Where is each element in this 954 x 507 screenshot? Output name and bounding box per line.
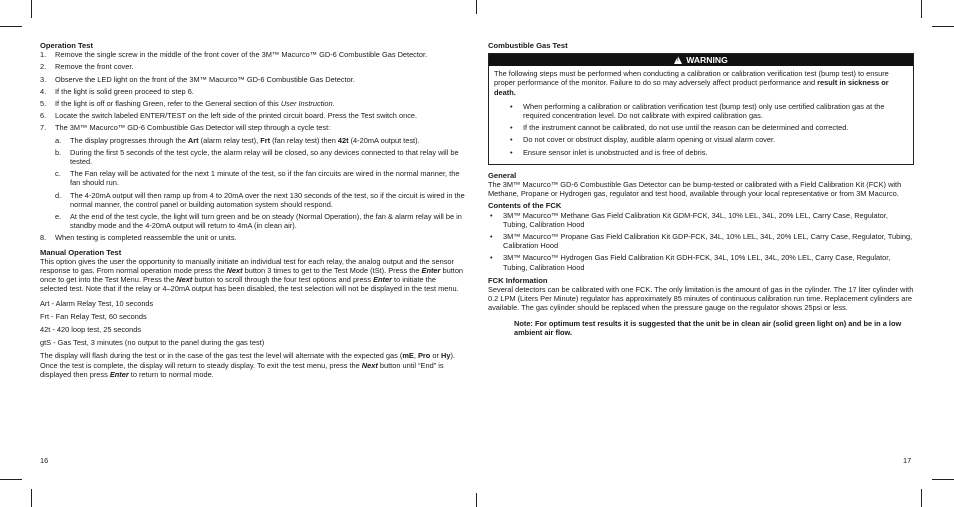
list-item: 8. When testing is completed reassemble the unit or units. (40, 233, 237, 243)
crop-mark (0, 26, 22, 27)
list-item: • Do not cover or obstruct display, audible alarm opening or visual alarm cover. (510, 135, 776, 145)
list-item: • 3M™ Macurco™ Methane Gas Field Calibration Kit GDM-FCK, 34L, 10% LEL, 34L, 20% LEL, Carry Case, Regulator, Tubing, Calibration Hood (490, 210, 888, 229)
page-number-right: 17 (903, 456, 912, 465)
warning-header: !WARNING (489, 54, 913, 66)
list-item: d. The 4-20mA output will then ramp up from 4 to 20mA over the next 130 seconds of the test, so if the circuit is wired in the normal manner, the control panel or building automation system should respond. (55, 190, 465, 209)
list-item: 1. Remove the single screw in the middle of the front cover of the 3M™ Macurco™ GD-6 Combustible Gas Detector. (40, 50, 428, 60)
right-page (488, 41, 914, 340)
list-item: 5. If the light is off or flashing Green, refer to the General section of this User Instruction. (40, 99, 335, 109)
list-item: 4. If the light is solid green proceed to step 6. (40, 86, 194, 96)
list-item: 42t - 420 loop test, 25 seconds (40, 325, 142, 335)
list-item: e. At the end of the test cycle, the light will turn green and be on steady (Normal Operation), the fan & alarm relay will be in standby mode and the 4-20mA output will return to 4mA (in clean air). (55, 212, 462, 231)
crop-mark (0, 479, 22, 480)
warning-intro: The following steps must be performed when conducting a calibration or calibration verification test (bump test) to ensure proper performance of the monitor. Failure to do so may adversely affect product performance and result in sickness or death. (494, 69, 889, 97)
cycle-test-sublist (55, 136, 465, 231)
list-item: • When performing a calibration or calibration verification test (bump test) only use certified calibration gas at the required concentration level. Do not calibrate with expired calibration gas. (510, 101, 885, 121)
fck-information-heading: FCK Information (488, 275, 548, 285)
contents-list (488, 211, 914, 272)
crop-mark (476, 493, 477, 507)
crop-mark (932, 26, 954, 27)
manual-operation-test-heading: Manual Operation Test (40, 247, 122, 257)
list-item: 7. The 3M™ Macurco™ GD-6 Combustible Gas Detector will step through a cycle test: (40, 123, 331, 133)
manual-operation-paragraph: This option gives the user the opportunity to manually initiate an individual test for each relay, the analog output and the sensor response to gas. From normal operation mode press the Next button 3 times to get to the Test Mode (tSt). Press the Enter button once to get into the Test Menu. Press the Next button to scroll through the four test options and press Enter to initiate the selected test. Note that if the relay or 4–20mA output has been disabled, the test selection will not be displayed in the test menu. (40, 256, 464, 294)
warning-body (489, 66, 913, 164)
list-item: Frt - Fan Relay Test, 60 seconds (40, 311, 147, 321)
list-item: • 3M™ Macurco™ Hydrogen Gas Field Calibration Kit GDH-FCK, 34L, 10% LEL, 34L, 20% LEL, Carry Case, Regulator, Tubing, Calibration Hood (490, 253, 891, 272)
operation-steps-list-end (40, 233, 465, 242)
warning-box (488, 53, 914, 165)
left-page (40, 41, 465, 382)
operation-test-heading: Operation Test (40, 41, 94, 50)
crop-mark (921, 489, 922, 507)
list-item: • 3M™ Macurco™ Propane Gas Field Calibration Kit GDP-FCK, 34L, 10% LEL, 34L, 20% LEL, Carry Case, Regulator, Tubing, Calibration Hood (490, 232, 913, 251)
list-item: c. The Fan relay will be activated for the next 1 minute of the test, so if the fan circuits are wired in the normal manner, the fan should run. (55, 169, 460, 188)
operation-steps-list (40, 50, 465, 132)
note-paragraph: Note: For optimum test results it is suggested that the unit be in clean air (solid green light on) and be in a low ambient air flow. (514, 318, 902, 337)
list-item: gtS - Gas Test, 3 minutes (no output to the panel during the gas test) (40, 338, 265, 348)
user-instruction-ref: User Instruction (280, 99, 333, 109)
test-options-list (40, 299, 465, 348)
list-item: a. The display progresses through the Art (alarm relay test), Frt (fan relay test) then 42t (4-20mA output test). (55, 135, 420, 145)
list-item: • Ensure sensor inlet is unobstructed and is free of debris. (510, 147, 708, 157)
crop-mark (31, 0, 32, 18)
general-paragraph: The 3M™ Macurco™ GD-6 Combustible Gas Detector can be bump-tested or calibrated with a Field Calibration Kit (FCK) with Methane, Propane or Hydrogen gas, regulator and test hood, available through your local representative or from 3M Macurco. (488, 180, 902, 199)
list-item: Art - Alarm Relay Test, 10 seconds (40, 298, 154, 308)
list-item: • If the instrument cannot be calibrated, do not use until the reason can be determined and corrected. (510, 123, 849, 133)
display-paragraph: The display will flash during the test or in the case of the gas test the level will alternate with the expected gas (mE, Pro or Hy). Once the test is complete, the display will return to steady display. To exit the test menu, press the Next button until “End” is displayed then press Enter to return to normal mode. (40, 351, 455, 379)
list-item: 3. Observe the LED light on the front of the 3M™ Macurco™ GD-6 Combustible Gas Detector. (40, 74, 355, 84)
combustible-gas-test-heading: Combustible Gas Test (488, 41, 568, 50)
page-number-left: 16 (40, 456, 49, 465)
general-heading: General (488, 170, 517, 180)
warning-bullets (508, 102, 908, 157)
crop-mark (476, 0, 477, 14)
contents-heading: Contents of the FCK (488, 201, 562, 211)
list-item: b. During the first 5 seconds of the test cycle, the alarm relay will be closed, so any devices connected to that relay will be tested. (55, 147, 459, 167)
fck-information-paragraph: Several detectors can be calibrated with one FCK. The only limitation is the amount of gas in the cylinder. The 17 liter cylinder with 0.2 LPM (Liters Per Minute) regulator has approximately 85 minutes of continuous calibration run time. Replacement cylinders are available. The gas cylinder should be replaced when the pressure gauge on the regulator shows 25psi or less. (488, 285, 914, 313)
warning-icon (674, 56, 682, 64)
list-item: 2. Remove the front cover. (40, 62, 134, 72)
list-item: 6. Locate the switch labeled ENTER/TEST on the left side of the printed circuit board. Press the Test switch once. (40, 111, 418, 121)
crop-mark (921, 0, 922, 18)
crop-mark (932, 479, 954, 480)
crop-mark (31, 489, 32, 507)
